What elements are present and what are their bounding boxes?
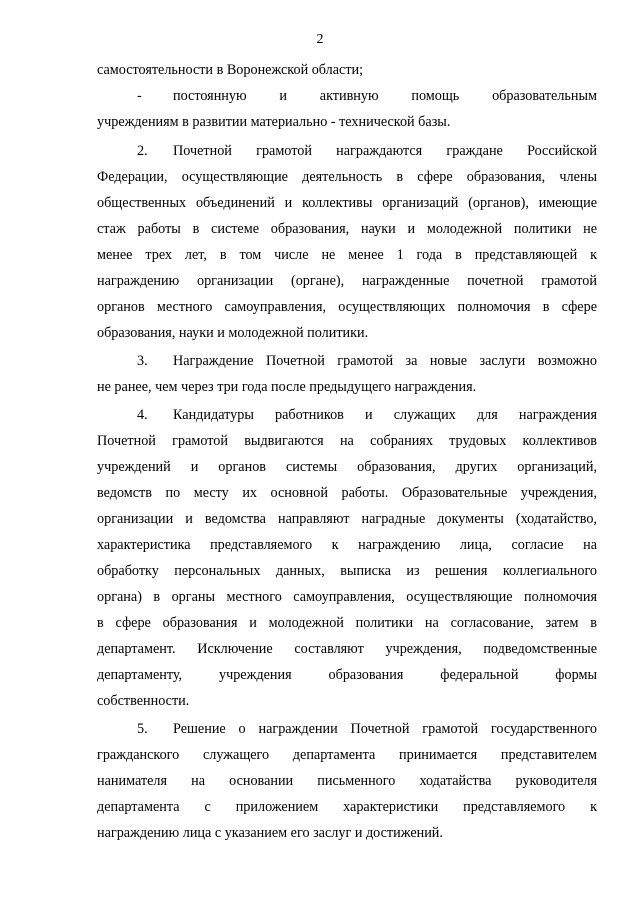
text-line: постоянную и активную помощь образовательным xyxy=(173,88,597,104)
text-line: департамент. Исключение составляют учреждения, подведомственные xyxy=(97,641,597,657)
page-number: 2 xyxy=(316,32,324,47)
text-line: общественных объединений и коллективы организаций (органов), имеющие xyxy=(97,195,597,211)
text-line: Награждение Почетной грамотой за новые заслуги возможно xyxy=(173,353,597,369)
text-line: характеристика представляемого к награждению лица, согласие на xyxy=(97,537,597,553)
text-line: департамента с приложением характеристики представляемого к xyxy=(97,799,597,815)
text-line: органа) в органы местного самоуправления, осуществляющие полномочия xyxy=(97,589,597,605)
text-line: нанимателя на основании письменного ходатайства руководителя xyxy=(97,773,597,789)
text-line: Федерации, осуществляющие деятельность в сфере образования, члены xyxy=(97,169,597,185)
text-line: менее трех лет, в том числе не менее 1 года в представляющей к xyxy=(97,247,597,263)
text-line: департаменту, учреждения образования федеральной формы xyxy=(97,667,597,683)
item-number: 5. xyxy=(137,721,148,737)
text-line: Решение о награждении Почетной грамотой государственного xyxy=(173,721,597,737)
list-dash: - xyxy=(137,88,142,104)
text-line: ведомств по месту их основной работы. Образовательные учреждения, xyxy=(97,485,597,501)
text-line: образования, науки и молодежной политики. xyxy=(97,325,369,341)
text-line: в сфере образования и молодежной политики на согласование, затем в xyxy=(97,615,597,631)
text-line: самостоятельности в Воронежской области; xyxy=(97,62,364,78)
text-line: собственности. xyxy=(97,693,190,709)
text-line: награждению организации (органе), награжденные почетной грамотой xyxy=(97,273,597,289)
text-line: учреждениям в развитии материально - технической базы. xyxy=(97,114,451,130)
item-number: 2. xyxy=(137,143,148,159)
text-line: органов местного самоуправления, осуществляющих полномочия в сфере xyxy=(97,299,597,315)
item-number: 3. xyxy=(137,353,148,369)
text-line: гражданского служащего департамента принимается представителем xyxy=(97,747,597,763)
text-line: награждению лица с указанием его заслуг и достижений. xyxy=(97,825,443,841)
text-line: Почетной грамотой награждаются граждане Российской xyxy=(173,143,597,159)
text-line: обработку персональных данных, выписка из решения коллегиального xyxy=(97,563,597,579)
text-line: Почетной грамотой выдвигаются на собраниях трудовых коллективов xyxy=(97,433,597,449)
text-line: не ранее, чем через три года после предыдущего награждения. xyxy=(97,379,477,395)
text-line: Кандидатуры работников и служащих для награждения xyxy=(173,407,597,423)
text-line: стаж работы в системе образования, науки и молодежной политики не xyxy=(97,221,597,237)
item-number: 4. xyxy=(137,407,148,423)
text-line: организации и ведомства направляют наградные документы (ходатайство, xyxy=(97,511,597,527)
text-line: учреждений и органов системы образования, других организаций, xyxy=(97,459,597,475)
